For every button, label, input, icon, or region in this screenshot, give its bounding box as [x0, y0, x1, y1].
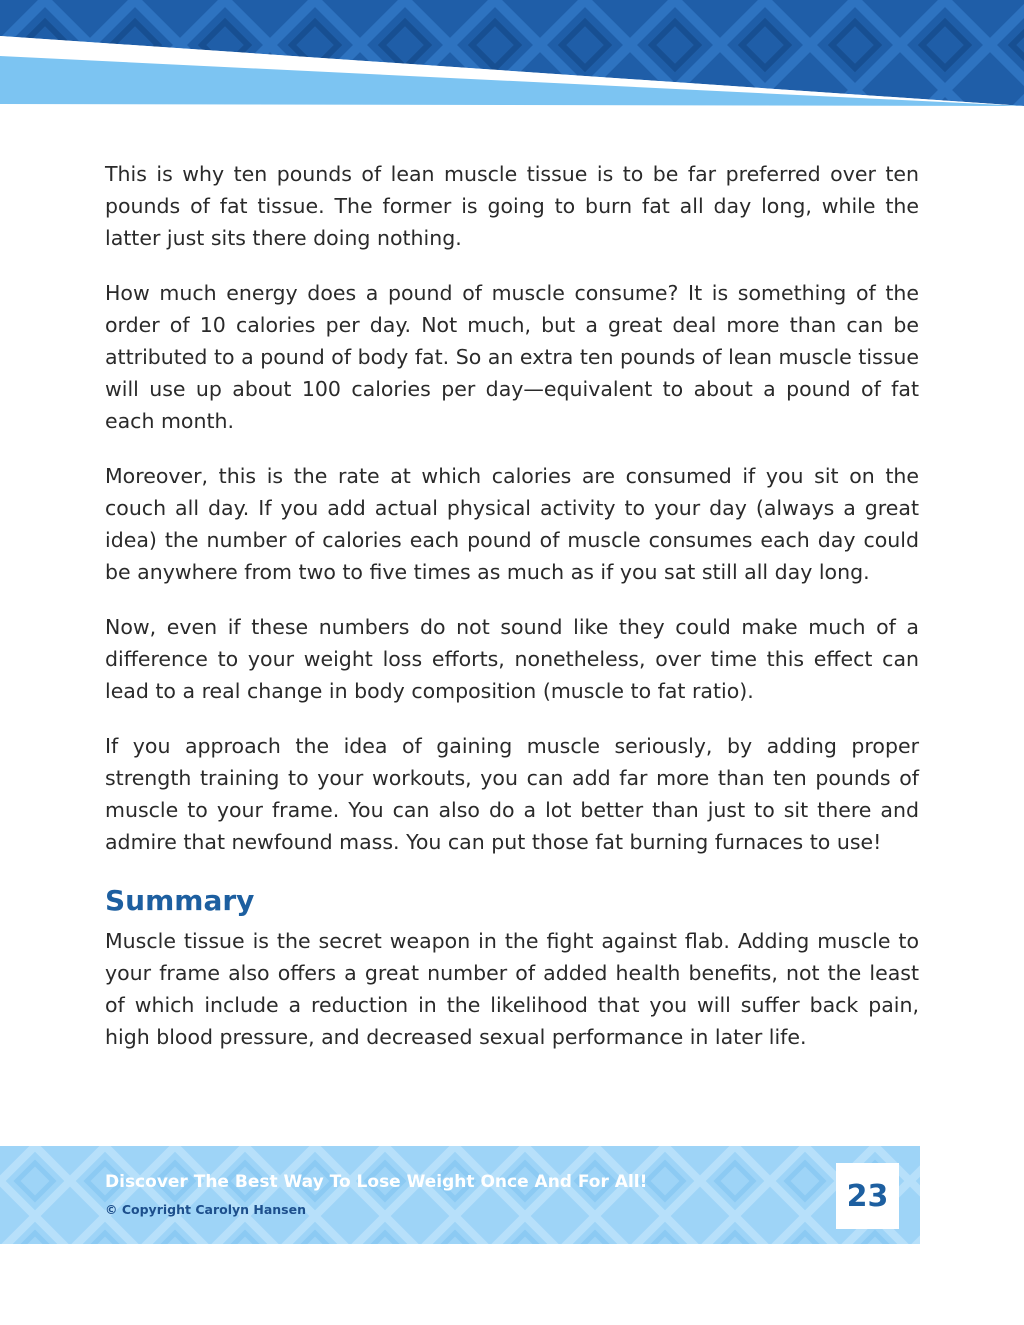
body-paragraph-5: If you approach the idea of gaining muscle seriously, by adding proper strength training to your workouts, you can add far more than ten pounds of muscle to your frame. You can also do a lot better than just to sit there and admire that newfound mass. You can put those fat burning furnaces to use! — [105, 734, 919, 854]
header-pattern-graphic — [0, 0, 1024, 110]
footer-pattern-graphic — [0, 1146, 920, 1244]
footer-banner — [0, 1146, 920, 1244]
summary-paragraph: Muscle tissue is the secret weapon in the fight against flab. Adding muscle to your frame also offers a great number of added health benefits, not the least of which include a reduction in the likelihood that you will suffer back pain, high blood pressure, and decreased sexual performance in later life. — [105, 929, 919, 1049]
page-number: 23 — [836, 1163, 899, 1229]
main-content — [105, 158, 919, 1076]
footer-book-title: Discover The Best Way To Lose Weight Once And For All! — [105, 1172, 648, 1192]
footer-copyright: © Copyright Carolyn Hansen — [105, 1202, 306, 1217]
header-banner — [0, 0, 1024, 110]
body-paragraph-1: This is why ten pounds of lean muscle tissue is to be far preferred over ten pounds of fat tissue. The former is going to burn fat all day long, while the latter just sits there doing nothing. — [105, 162, 919, 250]
summary-heading: Summary — [105, 884, 255, 917]
body-paragraph-4: Now, even if these numbers do not sound like they could make much of a difference to your weight loss efforts, nonetheless, over time this effect can lead to a real change in body composition (muscle to fat ratio). — [105, 615, 919, 703]
body-paragraph-2: How much energy does a pound of muscle consume? It is something of the order of 10 calories per day. Not much, but a great deal more than can be attributed to a pound of body fat. So an extra ten pounds of lean muscle tissue will use up about 100 calories per day—equivalent to about a pound of fat each month. — [105, 281, 919, 433]
body-paragraph-3: Moreover, this is the rate at which calories are consumed if you sit on the couch all day. If you add actual physical activity to your day (always a great idea) the number of calories each pound of muscle consumes each day could be anywhere from two to five times as much as if you sat still all day long. — [105, 464, 919, 584]
